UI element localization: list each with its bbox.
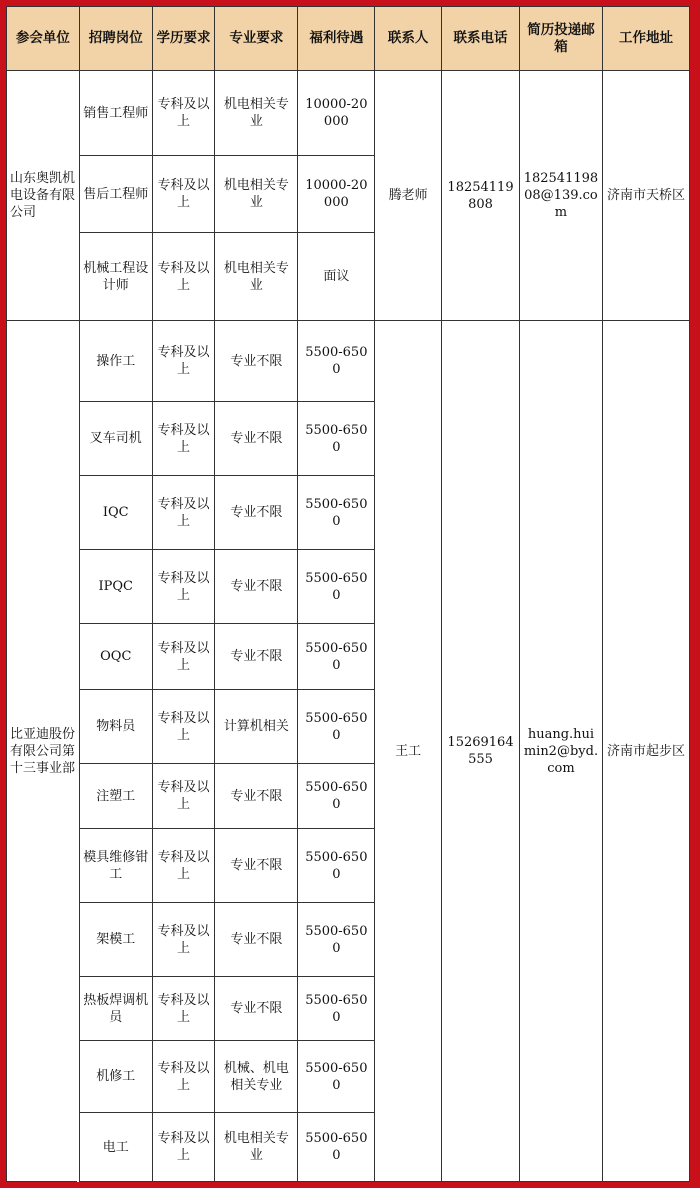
job-education: 专科及以上 — [152, 903, 215, 977]
header-position: 招聘岗位 — [79, 7, 152, 71]
resume-email: huang.huimin2@byd.com — [519, 321, 602, 1182]
table-row — [7, 321, 690, 402]
job-position: 电工 — [79, 1113, 152, 1182]
job-position: IQC — [79, 476, 152, 550]
job-major: 机电相关专业 — [215, 156, 298, 233]
job-salary: 5500-6500 — [298, 402, 375, 476]
recruitment-table — [6, 6, 690, 1182]
job-position: 模具维修钳工 — [79, 829, 152, 903]
job-salary: 5500-6500 — [298, 476, 375, 550]
job-salary: 5500-6500 — [298, 1113, 375, 1182]
job-major: 专业不限 — [215, 903, 298, 977]
job-education: 专科及以上 — [152, 829, 215, 903]
job-education: 专科及以上 — [152, 233, 215, 321]
header-email: 简历投递邮箱 — [519, 7, 602, 71]
job-salary: 5500-6500 — [298, 903, 375, 977]
job-education: 专科及以上 — [152, 1113, 215, 1182]
contact-phone: 15269164555 — [442, 321, 520, 1182]
job-major: 专业不限 — [215, 977, 298, 1041]
job-education: 专科及以上 — [152, 156, 215, 233]
work-address: 济南市天桥区 — [602, 71, 689, 321]
job-major: 机电相关专业 — [215, 233, 298, 321]
work-address: 济南市起步区 — [602, 321, 689, 1182]
job-position: 叉车司机 — [79, 402, 152, 476]
job-education: 专科及以上 — [152, 1041, 215, 1113]
job-salary: 10000-20000 — [298, 156, 375, 233]
header-company: 参会单位 — [7, 7, 80, 71]
job-education: 专科及以上 — [152, 624, 215, 690]
contact-phone: 18254119808 — [442, 71, 520, 321]
job-education: 专科及以上 — [152, 690, 215, 764]
job-salary: 面议 — [298, 233, 375, 321]
job-major: 计算机相关 — [215, 690, 298, 764]
header-salary: 福利待遇 — [298, 7, 375, 71]
job-major: 机电相关专业 — [215, 1113, 298, 1182]
job-position: 销售工程师 — [79, 71, 152, 156]
job-education: 专科及以上 — [152, 321, 215, 402]
job-major: 专业不限 — [215, 476, 298, 550]
job-major: 专业不限 — [215, 829, 298, 903]
edge-mark — [77, 1176, 79, 1182]
job-salary: 10000-20000 — [298, 71, 375, 156]
job-position: 操作工 — [79, 321, 152, 402]
job-salary: 5500-6500 — [298, 1041, 375, 1113]
job-education: 专科及以上 — [152, 71, 215, 156]
company-name: 比亚迪股份有限公司第十三事业部 — [7, 321, 80, 1182]
job-education: 专科及以上 — [152, 977, 215, 1041]
job-position: 注塑工 — [79, 764, 152, 829]
header-phone: 联系电话 — [442, 7, 520, 71]
table-row — [7, 71, 690, 156]
job-position: 架模工 — [79, 903, 152, 977]
job-position: 物料员 — [79, 690, 152, 764]
contact-person: 腾老师 — [375, 71, 442, 321]
job-education: 专科及以上 — [152, 402, 215, 476]
company-name: 山东奥凯机电设备有限公司 — [7, 71, 80, 321]
job-major: 机械、机电相关专业 — [215, 1041, 298, 1113]
job-position: OQC — [79, 624, 152, 690]
header-address: 工作地址 — [602, 7, 689, 71]
job-salary: 5500-6500 — [298, 321, 375, 402]
job-position: 机械工程设计师 — [79, 233, 152, 321]
job-position: 机修工 — [79, 1041, 152, 1113]
job-position: IPQC — [79, 550, 152, 624]
job-position: 热板焊调机员 — [79, 977, 152, 1041]
header-major: 专业要求 — [215, 7, 298, 71]
job-salary: 5500-6500 — [298, 977, 375, 1041]
header-education: 学历要求 — [152, 7, 215, 71]
job-major: 专业不限 — [215, 402, 298, 476]
job-major: 专业不限 — [215, 764, 298, 829]
job-salary: 5500-6500 — [298, 624, 375, 690]
job-major: 机电相关专业 — [215, 71, 298, 156]
job-position: 售后工程师 — [79, 156, 152, 233]
header-row — [7, 7, 690, 71]
job-salary: 5500-6500 — [298, 550, 375, 624]
recruitment-table-frame — [6, 6, 690, 1182]
job-education: 专科及以上 — [152, 764, 215, 829]
job-major: 专业不限 — [215, 321, 298, 402]
resume-email: 18254119808@139.com — [519, 71, 602, 321]
header-contact: 联系人 — [375, 7, 442, 71]
job-salary: 5500-6500 — [298, 690, 375, 764]
job-salary: 5500-6500 — [298, 829, 375, 903]
job-major: 专业不限 — [215, 550, 298, 624]
job-salary: 5500-6500 — [298, 764, 375, 829]
contact-person: 王工 — [375, 321, 442, 1182]
job-education: 专科及以上 — [152, 476, 215, 550]
job-education: 专科及以上 — [152, 550, 215, 624]
job-major: 专业不限 — [215, 624, 298, 690]
